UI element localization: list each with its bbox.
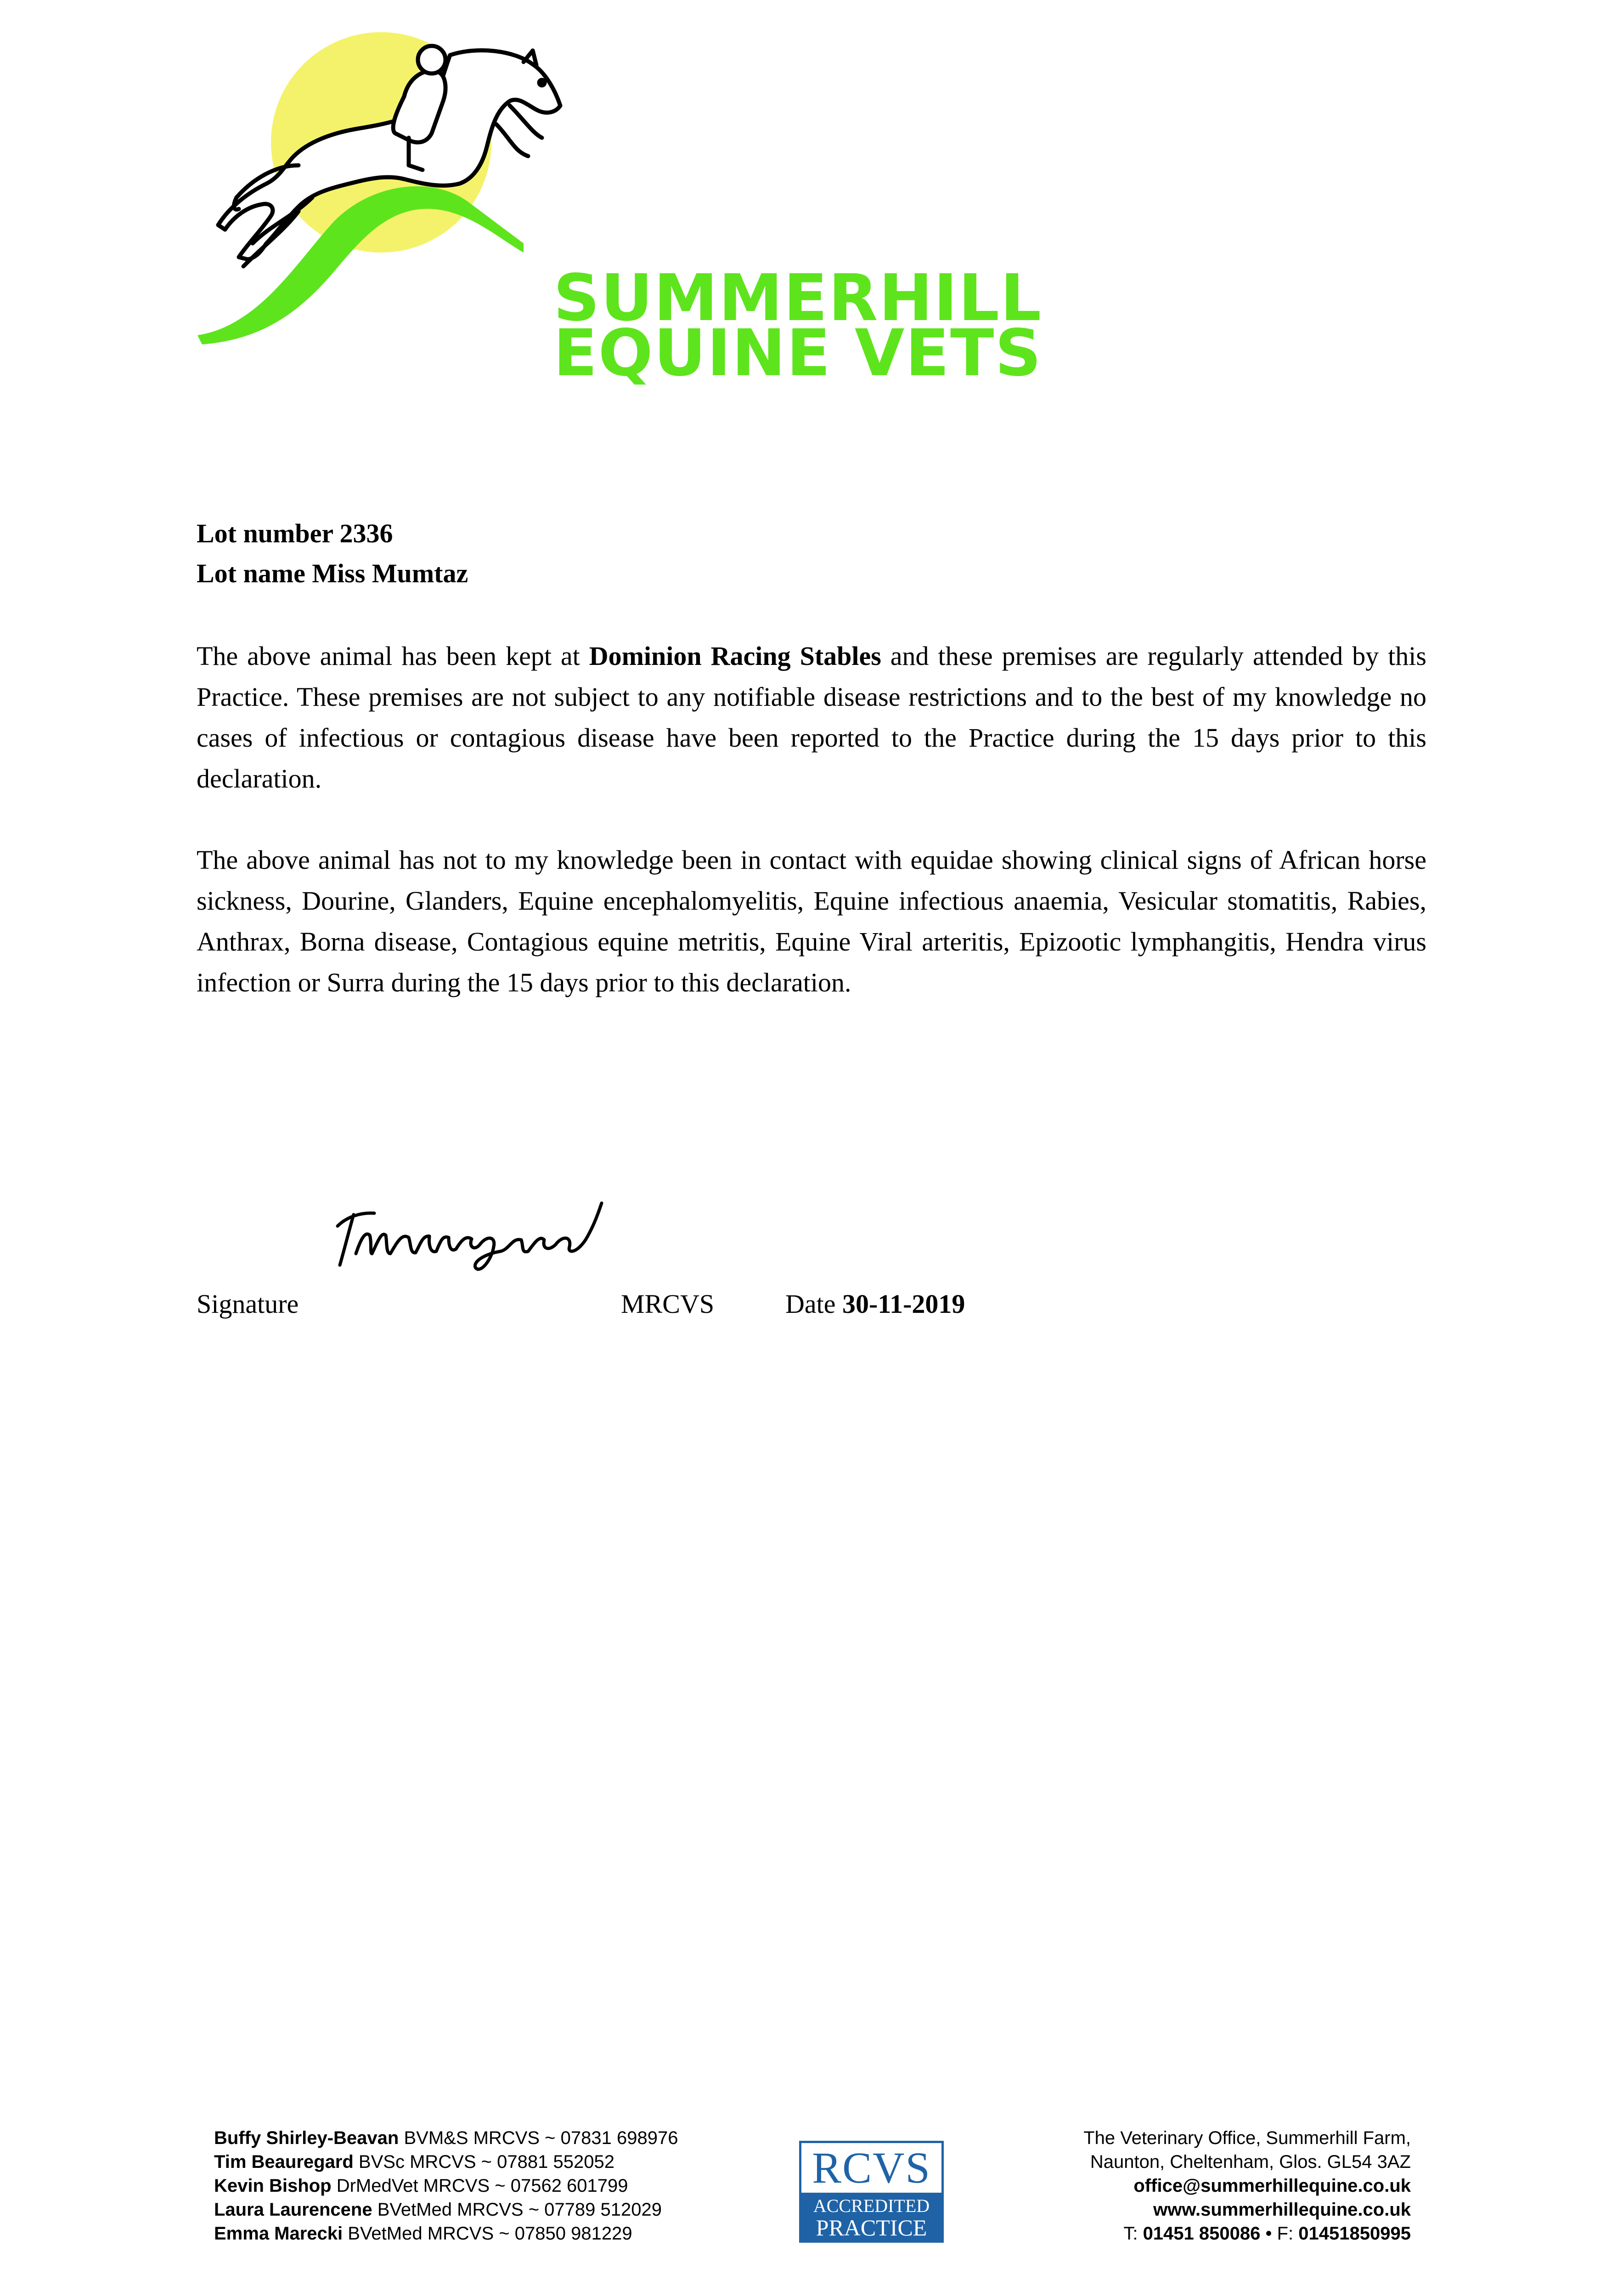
fax-number: 01451850995: [1298, 2223, 1411, 2244]
tel-label: T:: [1123, 2223, 1143, 2244]
paragraph1-rest: and these premises are regularly attended by this Practice. These premises are not subject to any notifiable disease restrictions and to the best of my knowledge no cases of infectious or contagious disease have been reported to the Practice during the 15 days prior to this declaration.: [197, 641, 1426, 793]
address-line-2: Naunton, Cheltenham, Glos. GL54 3AZ: [1090, 2152, 1411, 2172]
staff-row: [214, 2174, 678, 2198]
email-link[interactable]: office@summerhillequine.co.uk: [1133, 2176, 1411, 2196]
handwritten-signature: [328, 1185, 613, 1277]
premises-name: Dominion Racing Stables: [589, 641, 881, 671]
date-field: [785, 1289, 965, 1319]
staff-name: Kevin Bishop: [214, 2176, 332, 2196]
rcvs-accredited-badge: [799, 2141, 944, 2243]
staff-list: [214, 2126, 678, 2245]
staff-details: DrMedVet MRCVS ~ 07562 601799: [331, 2176, 628, 2196]
rcvs-badge-accredited: ACCREDITED: [813, 2195, 930, 2216]
qualification-label: MRCVS: [621, 1289, 715, 1319]
staff-name: Tim Beauregard: [214, 2152, 354, 2172]
staff-details: BVM&S MRCVS ~ 07831 698976: [399, 2128, 678, 2148]
logo-text-summerhill: SUMMERHILL: [553, 261, 1043, 336]
date-value: 30-11-2019: [842, 1289, 965, 1319]
tel-number: 01451 850086: [1143, 2223, 1261, 2244]
fax-separator: • F:: [1260, 2223, 1299, 2244]
signature-label: Signature: [197, 1289, 299, 1319]
staff-row: [214, 2222, 678, 2245]
rcvs-badge-band: [801, 2193, 941, 2240]
lot-name: Lot name Miss Mumtaz: [197, 558, 468, 588]
lot-number: Lot number 2336: [197, 518, 393, 548]
practice-contact-block: [1083, 2126, 1411, 2245]
staff-row: [214, 2150, 678, 2174]
staff-name: Emma Marecki: [214, 2223, 343, 2244]
practice-logo: [193, 28, 1043, 391]
staff-details: BVSc MRCVS ~ 07881 552052: [353, 2152, 614, 2172]
paragraph1-intro: The above animal has been kept at: [197, 641, 589, 671]
staff-row: [214, 2126, 678, 2150]
premises-declaration-paragraph: [197, 636, 1426, 799]
rcvs-badge-title: RCVS: [812, 2143, 931, 2192]
date-label: Date: [785, 1289, 842, 1319]
staff-name: Buffy Shirley-Beavan: [214, 2128, 399, 2148]
logo-text-equine-vets: EQUINE VETS: [553, 316, 1043, 391]
staff-row: [214, 2198, 678, 2222]
staff-details: BVetMed MRCVS ~ 07789 512029: [372, 2200, 662, 2220]
staff-details: BVetMed MRCVS ~ 07850 981229: [343, 2223, 632, 2244]
staff-name: Laura Laurencene: [214, 2200, 372, 2220]
address-line-1: The Veterinary Office, Summerhill Farm,: [1083, 2128, 1411, 2148]
disease-contact-paragraph: The above animal has not to my knowledge been in contact with equidae showing clinical signs of African horse sickness, Dourine, Glanders, Equine encephalomyelitis, Equine infectious anaemia, Vesicular stomatitis, Rabies, Anthrax, Borna disease, Contagious equine metritis, Equine Viral arteritis, Epizootic lymphangitis, Hendra virus infection or Surra during the 15 days prior to this declaration.: [197, 845, 1426, 997]
website-link[interactable]: www.summerhillequine.co.uk: [1153, 2200, 1411, 2220]
rcvs-badge-practice: PRACTICE: [816, 2215, 927, 2240]
phone-fax-line: [1083, 2222, 1411, 2245]
